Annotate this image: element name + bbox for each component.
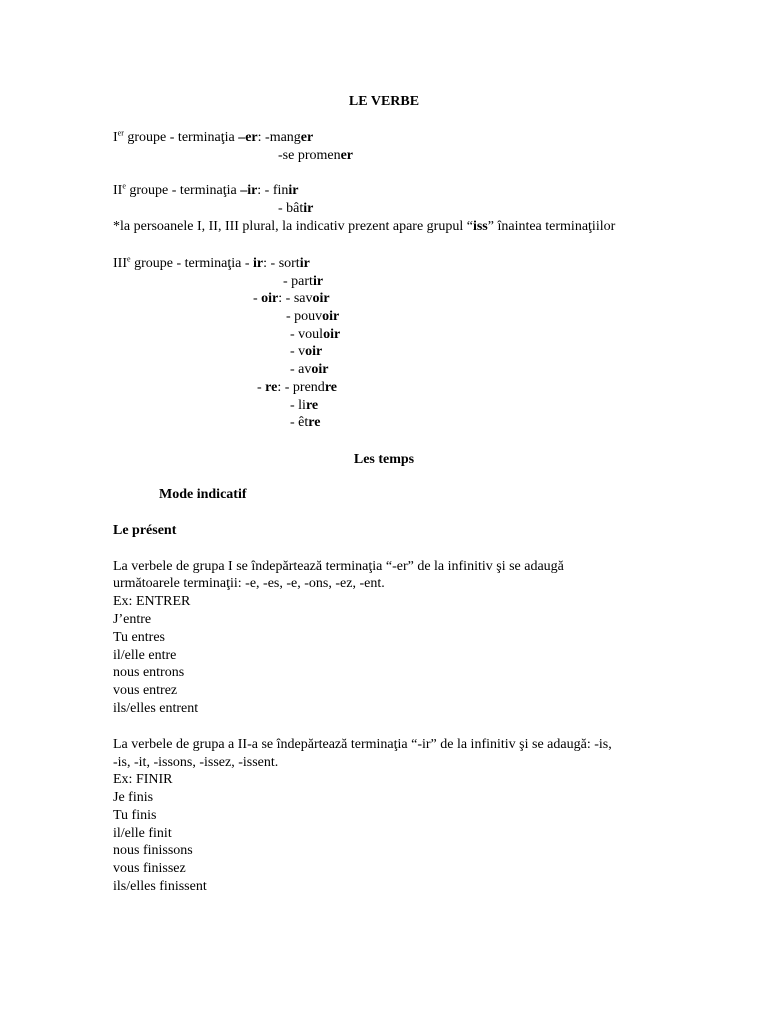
oir-example: - vouloir bbox=[290, 327, 341, 342]
group-3-heading: IIIe groupe - terminaţia - ir: - sortir bbox=[113, 254, 310, 271]
conjugation-line: vous entrez bbox=[113, 683, 178, 698]
conjugation-line: Tu entres bbox=[113, 630, 165, 645]
document-title: LE VERBE bbox=[348, 94, 420, 109]
paragraph-line: -is, -it, -issons, -issez, -issent. bbox=[113, 755, 279, 770]
paragraph-line: La verbele de grupa I se îndepărtează terminaţia “-er” de la infinitiv şi se adaugă bbox=[113, 559, 564, 574]
group-3-example: - partir bbox=[283, 274, 324, 289]
subheading-mode-indicatif: Mode indicatif bbox=[159, 487, 247, 502]
group-2-example: - bâtir bbox=[278, 201, 314, 216]
oir-example: - avoir bbox=[290, 362, 329, 377]
conjugation-line: vous finissez bbox=[113, 861, 186, 876]
conjugation-line: il/elle entre bbox=[113, 648, 177, 663]
subheading-le-present: Le présent bbox=[113, 523, 177, 538]
group-2-note: *la persoanele I, II, III plural, la indicativ prezent apare grupul “iss” înaintea terminaţiilor bbox=[113, 219, 616, 234]
conjugation-line: nous entrons bbox=[113, 665, 185, 680]
example-label: Ex: ENTRER bbox=[113, 594, 191, 609]
conjugation-line: ils/elles entrent bbox=[113, 701, 199, 716]
example-label: Ex: FINIR bbox=[113, 772, 173, 787]
group-1-heading: Ier groupe - terminaţia –er: -manger bbox=[113, 128, 314, 145]
conjugation-line: Je finis bbox=[113, 790, 154, 805]
conjugation-line: il/elle finit bbox=[113, 826, 172, 841]
group-2-heading: IIe groupe - terminaţia –ir: - finir bbox=[113, 181, 299, 198]
section-heading-les-temps: Les temps bbox=[353, 452, 415, 467]
paragraph-line: următoarele terminaţii: -e, -es, -e, -ons, -ez, -ent. bbox=[113, 576, 385, 591]
oir-heading: - oir: - savoir bbox=[253, 291, 330, 306]
paragraph-line: La verbele de grupa a II-a se îndepărtează terminaţia “-ir” de la infinitiv şi se adaugă: -is, bbox=[113, 737, 612, 752]
conjugation-line: nous finissons bbox=[113, 843, 193, 858]
re-example: - lire bbox=[290, 398, 319, 413]
group-1-example: -se promener bbox=[278, 148, 354, 163]
oir-example: - voir bbox=[290, 344, 323, 359]
oir-example: - pouvoir bbox=[286, 309, 340, 324]
re-example: - être bbox=[290, 415, 321, 430]
conjugation-line: J’entre bbox=[113, 612, 152, 627]
re-heading: - re: - prendre bbox=[257, 380, 337, 395]
conjugation-line: Tu finis bbox=[113, 808, 157, 823]
conjugation-line: ils/elles finissent bbox=[113, 879, 207, 894]
